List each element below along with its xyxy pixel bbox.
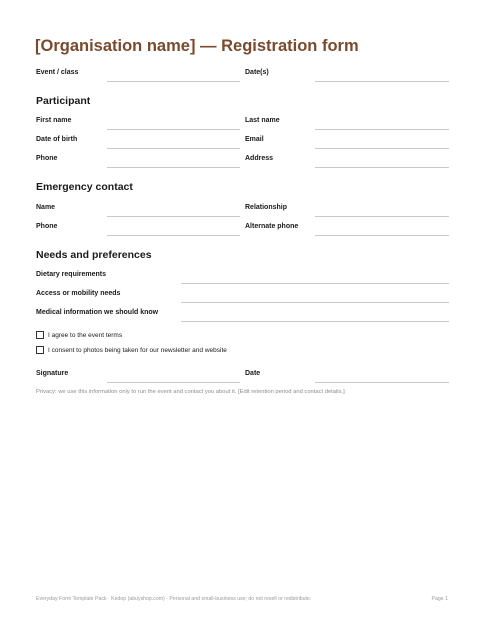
access-needs-label: Access or mobility needs: [36, 290, 121, 297]
signature-date-field[interactable]: [315, 382, 449, 383]
event-class-field[interactable]: [107, 81, 240, 82]
phone-field[interactable]: [107, 167, 240, 168]
last-name-field[interactable]: [315, 129, 449, 130]
terms-checkbox-label: I agree to the event terms: [48, 332, 123, 339]
address-label: Address: [245, 155, 274, 162]
emergency-phone-label: Phone: [36, 223, 58, 230]
photos-checkbox[interactable]: [36, 346, 44, 354]
medical-info-field[interactable]: [181, 321, 449, 322]
phone-label: Phone: [36, 155, 58, 162]
terms-checkbox[interactable]: [36, 331, 44, 339]
date-of-birth-field[interactable]: [107, 148, 240, 149]
emergency-name-field[interactable]: [107, 216, 240, 217]
email-field[interactable]: [315, 148, 449, 149]
date-of-birth-label: Date of birth: [36, 136, 78, 143]
address-field[interactable]: [315, 167, 449, 168]
access-needs-field[interactable]: [181, 302, 449, 303]
medical-info-label: Medical information we should know: [36, 309, 159, 316]
alternate-phone-label: Alternate phone: [245, 223, 299, 230]
first-name-label: First name: [36, 117, 72, 124]
signature-date-label: Date: [245, 370, 261, 377]
dates-label: Date(s): [245, 69, 269, 76]
signature-field[interactable]: [107, 382, 240, 383]
emergency-phone-field[interactable]: [107, 235, 240, 236]
emergency-name-label: Name: [36, 204, 56, 211]
photos-checkbox-label: I consent to photos being taken for our newsletter and website: [48, 347, 227, 354]
page-number: Page 1: [431, 596, 448, 602]
needs-heading: Needs and preferences: [36, 249, 152, 261]
alternate-phone-field[interactable]: [315, 235, 449, 236]
dietary-label: Dietary requirements: [36, 271, 107, 278]
first-name-field[interactable]: [107, 129, 240, 130]
dates-field[interactable]: [315, 81, 449, 82]
dietary-field[interactable]: [181, 283, 449, 284]
participant-heading: Participant: [36, 95, 91, 107]
last-name-label: Last name: [245, 117, 280, 124]
relationship-label: Relationship: [245, 204, 288, 211]
form-title: [Organisation name] — Registration form: [35, 37, 359, 55]
signature-label: Signature: [36, 370, 69, 377]
footer-credit: Everyday Form Template Pack · Kedop (abuyshop.com) · Personal and small-business use; do not resell or redistribute.: [36, 596, 312, 602]
email-label: Email: [245, 136, 264, 143]
emergency-contact-heading: Emergency contact: [36, 181, 133, 193]
event-class-label: Event / class: [36, 69, 79, 76]
relationship-field[interactable]: [315, 216, 449, 217]
privacy-note: Privacy: we use this information only to run the event and contact you about it. [Edit retention period and contact details.]: [36, 389, 345, 395]
